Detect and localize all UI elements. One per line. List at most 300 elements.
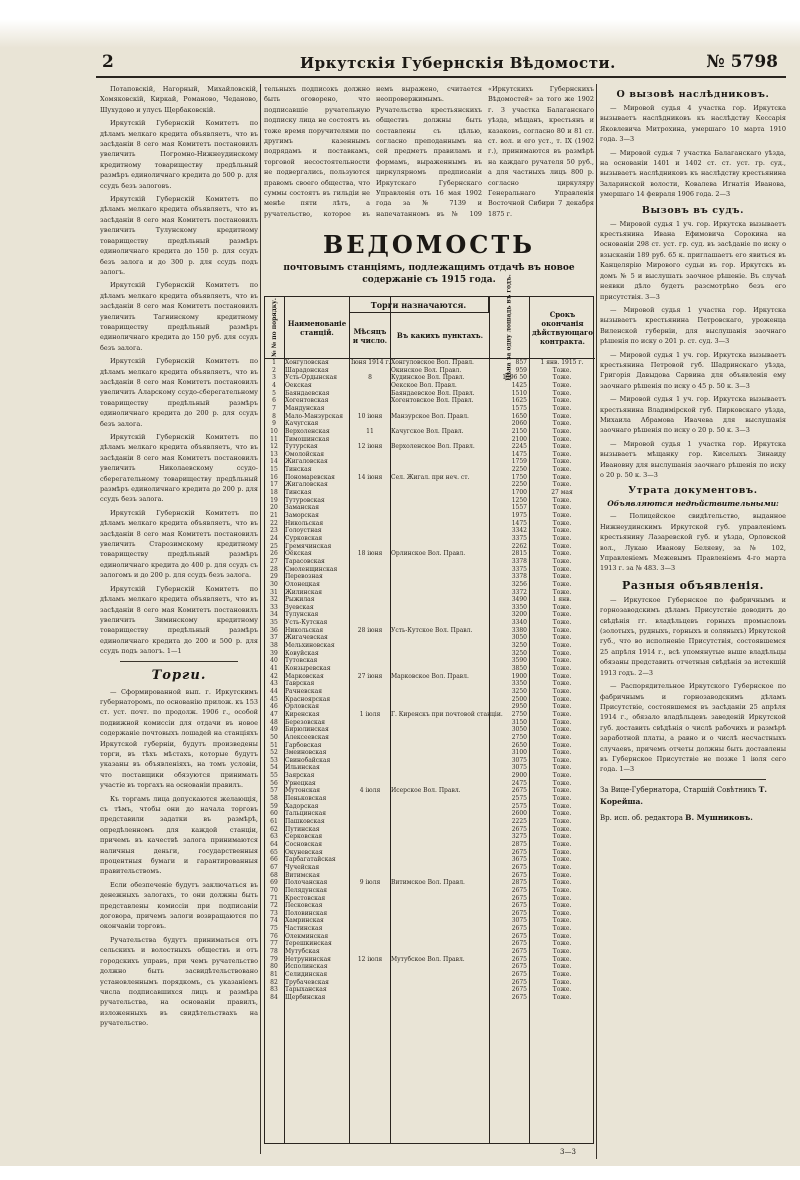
contract-end: Тоже. xyxy=(552,825,572,833)
row-number: 39 xyxy=(270,649,278,657)
table-row xyxy=(265,833,595,841)
station-name: Хонгуловская xyxy=(285,359,329,366)
station-name: Алексеевская xyxy=(285,733,329,741)
station-name: Частинская xyxy=(285,925,323,933)
row-number: 78 xyxy=(270,948,278,956)
contract-end: Тоже. xyxy=(552,504,572,512)
contract-end: Тоже. xyxy=(552,466,572,474)
auction-place: Усть-Кутское Вол. Правл. xyxy=(391,626,473,634)
station-name: Марковская xyxy=(285,672,324,680)
price-per-horse: 2675 xyxy=(511,993,527,1001)
row-number: 25 xyxy=(270,542,278,550)
row-number: 57 xyxy=(270,787,278,795)
contract-end: Тоже. xyxy=(552,634,572,642)
price-per-horse: 3250 xyxy=(511,642,527,650)
station-name: Оекская xyxy=(285,381,312,389)
signature-block-2 xyxy=(600,812,786,824)
price-per-horse: 2675 xyxy=(511,863,527,871)
price-per-horse: 2675 xyxy=(511,871,527,879)
table-row xyxy=(265,902,595,910)
row-number: 16 xyxy=(270,473,278,481)
table-row xyxy=(265,359,595,367)
row-number: 47 xyxy=(270,710,278,718)
left-column xyxy=(100,84,258,1154)
station-name: Хамринская xyxy=(285,917,324,925)
contract-end: Тоже. xyxy=(552,366,572,374)
contract-end: Тоже. xyxy=(552,871,572,879)
contract-end: Тоже. xyxy=(552,993,572,1001)
table-row xyxy=(265,810,595,818)
contract-end: Тоже. xyxy=(552,550,572,558)
table-row xyxy=(265,925,595,933)
row-number: 52 xyxy=(270,749,278,757)
station-name: Жигаловская xyxy=(285,458,328,466)
price-per-horse: 2675 xyxy=(511,940,527,948)
table-row xyxy=(265,481,595,489)
header-name: Наименованіе станцій. xyxy=(285,297,350,359)
table-row xyxy=(265,849,595,857)
price-per-horse: 2250 xyxy=(511,466,527,474)
price-per-horse: 3050 xyxy=(511,634,527,642)
contract-end: Тоже. xyxy=(552,603,572,611)
price-per-horse: 3372 xyxy=(511,588,527,596)
right-column xyxy=(600,84,786,1159)
price-per-horse: 2250 xyxy=(511,481,527,489)
price-per-horse: 1900 xyxy=(511,672,527,680)
sud-heading: Вызовъ въ судъ. xyxy=(641,204,745,216)
price-per-horse: 1510 xyxy=(511,389,527,397)
station-name: Баяндаевская xyxy=(285,389,330,397)
row-number: 42 xyxy=(270,672,278,680)
price-per-horse: 2100 xyxy=(511,435,527,443)
torgi-paragraph: — Сформированной вып. г. Иркутскимъ губернаторомъ, по основанію прилож. къ 153 ст. уст. почт. по продолж. 1906 г., особой подвижной комиссіи для отдачи въ новое содержаніе почтовыхъ лошадей на станціяхъ Иркутской губерніи, будутъ произведены торги, въ тѣхъ мѣстахъ, которые будутъ указаны въ объявленіяхъ, на томъ условіи, что поставщики обязуются принимать участіе въ торгахъ на основаніи правилъ. xyxy=(100,687,258,790)
price-per-horse: 2650 xyxy=(511,741,527,749)
station-name: Смоленщинская xyxy=(285,565,338,573)
contract-end: Тоже. xyxy=(552,481,572,489)
table-row xyxy=(265,420,595,428)
table-row xyxy=(265,390,595,398)
price-per-horse: 2675 xyxy=(511,825,527,833)
station-name: Тутурская xyxy=(285,443,318,451)
row-number: 8 xyxy=(272,412,276,420)
contract-end: Тоже. xyxy=(552,657,572,665)
torgi-paragraph: Ручательства будутъ приниматься отъ сельскихъ и волостныхъ обществъ и отъ городскихъ управъ, при чемъ ручательство должно быть засвидѣтельствовано установленнымъ порядкомъ, съ указаніемъ числа подписавшихся лицъ и размѣра ручательства, на основаніи правилъ, изложенныхъ въ свидѣтельствахъ на ручательство. xyxy=(100,935,258,1028)
contract-end: Тоже. xyxy=(552,879,572,887)
auction-date: 11 xyxy=(366,427,374,435)
row-number: 81 xyxy=(270,971,278,978)
contract-end: Тоже. xyxy=(552,389,572,397)
station-name: Путинская xyxy=(285,825,320,833)
station-name: Змеиновская xyxy=(285,749,327,757)
row-number: 60 xyxy=(270,810,278,818)
price-per-horse: 959 xyxy=(515,366,527,374)
table-row xyxy=(265,566,595,574)
price-per-horse: 3850 xyxy=(511,665,527,672)
station-name: Ильинская xyxy=(285,764,320,772)
price-per-horse: 3100 xyxy=(511,749,527,757)
auction-place: Баяндаевское Вол. Правл. xyxy=(391,389,475,397)
auction-date: Іюня 1914 г. xyxy=(351,359,391,366)
page-header xyxy=(90,52,790,76)
table-row xyxy=(265,650,595,658)
contract-end: Тоже. xyxy=(552,986,572,994)
station-name: Тутуровская xyxy=(285,496,325,504)
price-per-horse: 2225 xyxy=(511,818,527,825)
row-number: 62 xyxy=(270,825,278,833)
station-name: Гремячинская xyxy=(285,542,332,550)
auction-place: Г. Киренскъ при почтовой станціи. xyxy=(391,710,503,718)
table-row xyxy=(265,933,595,941)
price-per-horse: 1575 xyxy=(511,404,527,412)
contract-end: Тоже. xyxy=(552,680,572,688)
auction-date: 8 xyxy=(368,374,372,382)
auction-date: 4 іюля xyxy=(359,787,381,795)
raznye-paragraph: — Иркутское Губернское по фабричнымъ и горнозаводскимъ дѣламъ Присутствіе доводитъ до свѣдѣнія гг. владѣльцевъ горныхъ промысловъ (золотыхъ, рудныхъ, горныхъ и соляныхъ) Иркутской губ., что во исполненіе Присутствія, состоявшемся 25 апрѣля 1914 г., всѣ упомянутые выше владѣльцы обязаны представить отчетныя свѣдѣнія за истекшій 1913 годъ. 2—3 xyxy=(600,595,786,677)
table-row xyxy=(265,971,595,979)
signature-name: Т. Корейша. xyxy=(600,784,767,806)
price-per-horse: 1975 xyxy=(511,512,527,519)
station-name: Пашковская xyxy=(285,818,325,825)
station-name: Киренская xyxy=(285,710,320,718)
signature-title: За Вице-Губернатора, Старшій Совѣтникъ xyxy=(600,785,757,794)
utrata-subheading: Объявляются недѣйствительными: xyxy=(607,499,779,509)
table-row xyxy=(265,726,595,734)
auction-place: Оекское Вол. Правл. xyxy=(391,381,457,389)
table-row xyxy=(265,856,595,864)
station-name: Качугская xyxy=(285,420,319,428)
price-per-horse: 2675 xyxy=(511,902,527,910)
station-name: Тарыханская xyxy=(285,986,327,994)
station-name: Усть-Кутская xyxy=(285,619,328,627)
credit-notice: Иркутскій Губернскій Комитетъ по дѣламъ мелкаго кредита объявляетъ, что въ засѣданіи 8 сего мая Комитетъ постановилъ увеличить Зиминскому кредитному товариществу предѣльный размѣръ единоличнаго кредита до 200 и 500 р. для ссудъ подъ залогъ. 1—1 xyxy=(100,584,258,656)
row-number: 10 xyxy=(270,427,278,435)
contract-end: Тоже. xyxy=(552,779,572,787)
station-name: Зуевская xyxy=(285,603,314,611)
price-per-horse: 2245 xyxy=(511,443,527,451)
row-number: 76 xyxy=(270,932,278,940)
header-num: № № по порядку. xyxy=(265,297,285,359)
contract-end: Тоже. xyxy=(552,473,572,481)
header-place: Въ какихъ пунктахъ. xyxy=(391,313,490,359)
station-name: Перевозная xyxy=(285,573,323,581)
table-row xyxy=(265,611,595,619)
contract-end: Тоже. xyxy=(552,917,572,925)
utrata-heading: Утрата документовъ. xyxy=(628,485,758,497)
table-row xyxy=(265,986,595,994)
contract-end: Тоже. xyxy=(552,978,572,986)
station-name: Таврская xyxy=(285,680,315,688)
section-rule xyxy=(120,661,238,662)
station-name: Голоустная xyxy=(285,527,322,535)
row-number: 19 xyxy=(270,496,278,504)
contract-end: Тоже. xyxy=(552,427,572,435)
contract-end: Тоже. xyxy=(552,802,572,810)
header-date: Мѣсяцъ и число. xyxy=(350,313,391,359)
auction-place: Витимское Вол. Правл. xyxy=(391,879,465,887)
contract-end: Тоже. xyxy=(552,726,572,734)
vedomost-title: ВЕДОМОСТЬ xyxy=(322,230,536,259)
table-row xyxy=(265,803,595,811)
contract-end: Тоже. xyxy=(552,756,572,764)
row-number: 66 xyxy=(270,856,278,864)
row-number: 23 xyxy=(270,527,278,535)
paper-title: Иркутскія Губернскія Вѣдомости. xyxy=(300,54,616,72)
station-name: Пелядунская xyxy=(285,886,328,894)
price-per-horse: 1096 50 xyxy=(502,374,527,382)
table-row xyxy=(265,948,595,956)
contract-end: Тоже. xyxy=(552,932,572,940)
contract-end: Тоже. xyxy=(552,733,572,741)
row-number: 80 xyxy=(270,963,278,971)
auction-place: Манзурское Вол. Правл. xyxy=(391,412,469,420)
price-per-horse: 2675 xyxy=(511,932,527,940)
table-row xyxy=(265,757,595,765)
row-number: 33 xyxy=(270,603,278,611)
price-per-horse: 1557 xyxy=(511,504,527,512)
station-name: Хогентовская xyxy=(285,397,329,405)
row-number: 59 xyxy=(270,802,278,810)
station-name: Витимская xyxy=(285,871,320,879)
station-name: Тулунская xyxy=(285,611,319,619)
station-name: Тарбагатайская xyxy=(285,856,336,864)
price-per-horse: 3378 xyxy=(511,573,527,581)
middle-top-text xyxy=(264,84,594,222)
contract-end: 1 янв. xyxy=(552,596,572,604)
row-number: 3 xyxy=(272,374,276,382)
station-name: Тинская xyxy=(285,466,312,474)
station-name: Рыжилая xyxy=(285,596,315,604)
table-row xyxy=(265,634,595,642)
price-per-horse: 1625 xyxy=(511,397,527,405)
price-per-horse: 3378 xyxy=(511,557,527,565)
price-per-horse: 2060 xyxy=(511,420,527,428)
station-name: Песковская xyxy=(285,902,323,910)
table-row xyxy=(265,673,595,681)
contract-end: Тоже. xyxy=(552,948,572,956)
torgi-heading: Торги. xyxy=(151,667,207,683)
price-per-horse: 1250 xyxy=(511,496,527,504)
table-row xyxy=(265,589,595,597)
row-number: 20 xyxy=(270,504,278,512)
middle-paragraph: тельныхъ подписокъ должно быть оговорено, что подписавшіе ручательную подписку лица не состоятъ въ тоже время поручителями по другимъ казеннымъ подрядамъ и поставкамъ, торговой несостоятельности не подвергались, пользуются правомъ своего общества, что суммы состоятъ въ гильдіи не менѣе пяти лѣтъ, а ручательство, которое въ немъ выражено, считается неопровержимымъ. Ручательства крестьянскихъ обществъ должны быть составлены съ цѣлью, согласно преподаннымъ на сей предметъ правиламъ и формамъ, выраженнымъ въ циркулярномъ предписаніи Иркутскаго Губернскаго Управленія отъ 16 мая 1902 года за № 7139 и напечатанномъ въ № 109 «Иркутскихъ Губернскихъ Вѣдомостей» за того же 1902 г. 3 участка Балаганскаго уѣзда, мѣщанъ, крестьянъ и казаковъ, согласно 80 и 81 ст. ст. вол. и его уст., т. IX (1902 г.), принимаются въ размѣрѣ на каждаго ручателя 50 руб., а для частныхъ лицъ 800 р. согласно циркуляру Генеральнаго Управленія Восточной Сибири 7 декабря 1875 г. xyxy=(264,85,594,218)
station-name: Сурковская xyxy=(285,534,323,542)
header-term: Срокъ окончанія дѣйствующаго контракта. xyxy=(530,297,595,359)
row-number: 82 xyxy=(270,978,278,986)
station-name: Мутубская xyxy=(285,948,320,956)
row-number: 54 xyxy=(270,764,278,772)
station-name: Верхоленская xyxy=(285,427,330,435)
row-number: 72 xyxy=(270,902,278,910)
price-per-horse: 2675 xyxy=(511,848,527,856)
station-name: Нетрунинская xyxy=(285,955,331,963)
row-number: 43 xyxy=(270,680,278,688)
intro-paragraph: Потаповскій, Нагорный, Михайловскій, Хомяковскій, Киркай, Романово, Чеданово, Шухудово и улусъ Щербаковскій. xyxy=(100,85,258,114)
page-number: 2 xyxy=(102,52,114,72)
auction-place: Орлинское Вол. Правл. xyxy=(391,550,466,558)
contract-end: Тоже. xyxy=(552,619,572,627)
table-row xyxy=(265,940,595,948)
contract-end: Тоже. xyxy=(552,741,572,749)
price-per-horse: 2950 xyxy=(511,703,527,711)
price-per-horse: 3375 xyxy=(511,534,527,542)
contract-end: Тоже. xyxy=(552,925,572,933)
price-per-horse: 3675 xyxy=(511,856,527,864)
table-row xyxy=(265,550,595,558)
station-name: Омолойская xyxy=(285,450,325,458)
price-per-horse: 2262 xyxy=(511,542,527,550)
price-per-horse: 3350 xyxy=(511,603,527,611)
utrata-paragraph: — Полицейское свидѣтельство, выданное Нижнеудинскимъ Иркутской губ. управленіемъ крестьянину Лазаревской губ. и уѣзда, Орловской вол., Лукаю Иванову Беляеву, за № 102, Управленіемъ Межевымъ Правленіемъ 4-го марта 1913 г. за № 483. 3—3 xyxy=(600,512,786,573)
table-row xyxy=(265,558,595,566)
table-row xyxy=(265,795,595,803)
station-name: Жигачевская xyxy=(285,634,328,642)
price-per-horse: 2600 xyxy=(511,810,527,818)
station-name: Тутовская xyxy=(285,657,318,665)
row-number: 9 xyxy=(272,420,276,428)
price-per-horse: 1650 xyxy=(511,412,527,420)
station-name: Тарасовская xyxy=(285,557,325,565)
contract-end: Тоже. xyxy=(552,833,572,841)
price-per-horse: 2675 xyxy=(511,948,527,956)
price-per-horse: 2150 xyxy=(511,427,527,435)
contract-end: Тоже. xyxy=(552,894,572,902)
contract-end: Тоже. xyxy=(552,718,572,726)
price-per-horse: 1475 xyxy=(511,519,527,527)
table-row xyxy=(265,711,595,719)
table-row xyxy=(265,642,595,650)
contract-end: Тоже. xyxy=(552,412,572,420)
table-row xyxy=(265,864,595,872)
row-number: 44 xyxy=(270,687,278,695)
contract-end: Тоже. xyxy=(552,512,572,519)
price-per-horse: 3075 xyxy=(511,917,527,925)
issue-number: № 5798 xyxy=(706,52,778,72)
price-per-horse: 1700 xyxy=(511,489,527,497)
contract-end: Тоже. xyxy=(552,886,572,894)
column-divider xyxy=(260,84,261,1154)
table-row xyxy=(265,405,595,413)
contract-end: Тоже. xyxy=(552,374,572,382)
contract-end: Тоже. xyxy=(552,443,572,451)
credit-notice: Иркутскій Губернскій Комитетъ по дѣламъ мелкаго кредита объявляетъ, что въ засѣданіи 8 сего мая Комитетъ постановилъ увеличить Аларскому ссудо-сберегательному товариществу предѣльный размѣръ единоличнаго кредита до 200 р. для ссудъ безъ залога. xyxy=(100,357,258,428)
row-number: 34 xyxy=(270,611,278,619)
station-name: Бирюлинская xyxy=(285,726,329,734)
price-per-horse: 3250 xyxy=(511,649,527,657)
contract-end: Тоже. xyxy=(552,810,572,818)
auction-date: 18 іюня xyxy=(357,550,383,558)
row-number: 37 xyxy=(270,634,278,642)
station-name: Половинская xyxy=(285,909,328,917)
station-name: Тинская xyxy=(285,489,312,497)
station-name: Пономаревская xyxy=(285,473,335,481)
contract-end: Тоже. xyxy=(552,818,572,825)
credit-notice: Иркутскій Губернскій Комитетъ по дѣламъ мелкаго кредита объявляетъ, что въ засѣданіи 8 сего мая Комитетъ постановилъ увеличить Тагнинскому кредитному товариществу предѣльный размѣръ единоличнаго кредита до 150 руб. для ссудъ безъ залога. xyxy=(100,281,258,352)
price-per-horse: 1475 xyxy=(511,450,527,458)
contract-end: Тоже. xyxy=(552,710,572,718)
auction-date: 27 іюня xyxy=(357,672,383,680)
contract-end: Тоже. xyxy=(552,695,572,703)
station-name: Исполинская xyxy=(285,963,328,971)
table-row xyxy=(265,520,595,528)
price-per-horse: 2575 xyxy=(511,802,527,810)
contract-end: Тоже. xyxy=(552,848,572,856)
auction-date: 1 іюля xyxy=(359,710,381,718)
price-per-horse: 1750 xyxy=(511,473,527,481)
price-per-horse: 2675 xyxy=(511,978,527,986)
contract-end: Тоже. xyxy=(552,795,572,803)
price-per-horse: 2675 xyxy=(511,894,527,902)
row-number: 31 xyxy=(270,588,278,596)
table-row xyxy=(265,979,595,987)
contract-end: Тоже. xyxy=(552,435,572,443)
contract-end: Тоже. xyxy=(552,955,572,963)
table-row xyxy=(265,527,595,535)
header-amount: Цѣна за одну лошадь въ годъ. xyxy=(490,297,530,359)
row-number: 48 xyxy=(270,718,278,726)
table-row xyxy=(265,956,595,964)
contract-end: Тоже. xyxy=(552,749,572,757)
row-number: 50 xyxy=(270,733,278,741)
table-row xyxy=(265,780,595,788)
price-per-horse: 2475 xyxy=(511,779,527,787)
table-row xyxy=(265,703,595,711)
station-name: Березовская xyxy=(285,718,326,726)
vedomost-subtitle: почтовымъ станціямъ, подлежащимъ отдачѣ въ новое содержаніе съ 1915 года. xyxy=(283,263,575,285)
row-number: 17 xyxy=(270,481,278,489)
row-number: 2 xyxy=(272,366,276,374)
contract-end: Тоже. xyxy=(552,840,572,848)
contract-end: Тоже. xyxy=(552,649,572,657)
price-per-horse: 3050 xyxy=(511,726,527,734)
station-name: Заманская xyxy=(285,504,320,512)
table-row xyxy=(265,535,595,543)
table-row xyxy=(265,497,595,505)
station-name: Рачневская xyxy=(285,687,322,695)
price-per-horse: 3375 xyxy=(511,565,527,573)
table-row xyxy=(265,910,595,918)
station-name: Никольская xyxy=(285,626,324,634)
auction-place: Марковское Вол. Правл. xyxy=(391,672,469,680)
price-per-horse: 1425 xyxy=(511,381,527,389)
row-number: 40 xyxy=(270,657,278,665)
price-per-horse: 2675 xyxy=(511,955,527,963)
table-row xyxy=(265,474,595,482)
price-per-horse: 3200 xyxy=(511,611,527,619)
contract-end: Тоже. xyxy=(552,381,572,389)
price-per-horse: 857 xyxy=(515,359,527,366)
table-row xyxy=(265,596,595,604)
contract-end: Тоже. xyxy=(552,519,572,527)
table-row xyxy=(265,397,595,405)
table-row xyxy=(265,742,595,750)
auction-place: Окинское Вол. Правл. xyxy=(391,366,462,374)
station-name: Никольская xyxy=(285,519,324,527)
table-row xyxy=(265,374,595,382)
table-row xyxy=(265,787,595,795)
row-number: 46 xyxy=(270,703,278,711)
table-row xyxy=(265,887,595,895)
table-row xyxy=(265,665,595,673)
table-row xyxy=(265,680,595,688)
contract-end: Тоже. xyxy=(552,764,572,772)
table-row xyxy=(265,841,595,849)
price-per-horse: 2675 xyxy=(511,886,527,894)
contract-end: Тоже. xyxy=(552,909,572,917)
table-row xyxy=(265,504,595,512)
station-name: Мутонская xyxy=(285,787,321,795)
station-name: Красноярская xyxy=(285,695,331,703)
price-per-horse: 3256 xyxy=(511,580,527,588)
